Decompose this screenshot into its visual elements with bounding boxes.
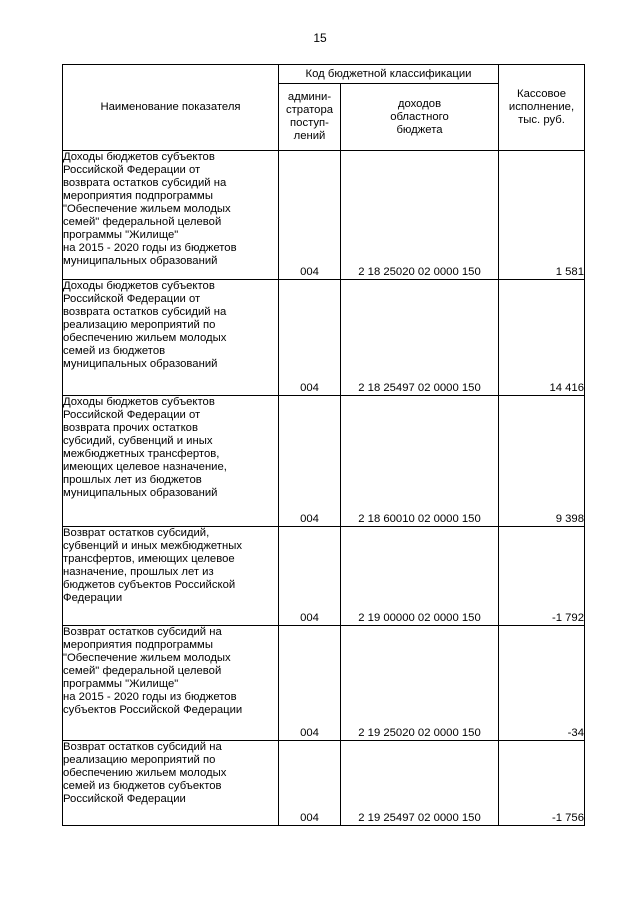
- table-row: [63, 280, 585, 396]
- header-indicator-name: Наименование показателя: [63, 65, 279, 151]
- row-indicator-name: Доходы бюджетов субъектов Российской Федерации от возврата остатков субсидий на мероприятия подпрограммы "Обеспечение жильем молодых семей" федеральной целевой программы "Жилище" на 2015 - 2020 годы из бюджетов муниципальных образований: [63, 151, 279, 280]
- header-administrator-code: админи- стратора поступ- лений: [279, 84, 341, 151]
- header-income-code: доходов областного бюджета: [341, 84, 499, 151]
- row-income-code: 2 18 25497 02 0000 150: [341, 280, 499, 396]
- row-income-code: 2 19 00000 02 0000 150: [341, 527, 499, 626]
- row-income-code: 2 18 25020 02 0000 150: [341, 151, 499, 280]
- row-indicator-name: Возврат остатков субсидий, субвенций и иных межбюджетных трансфертов, имеющих целевое назначение, прошлых лет из бюджетов субъектов Российской Федерации: [63, 527, 279, 626]
- row-indicator-name: Возврат остатков субсидий на реализацию мероприятий по обеспечению жильем молодых семей из бюджетов субъектов Российской Федерации: [63, 741, 279, 826]
- row-indicator-name: Доходы бюджетов субъектов Российской Федерации от возврата остатков субсидий на реализацию мероприятий по обеспечению жильем молодых семей из бюджетов муниципальных образований: [63, 280, 279, 396]
- row-amount: -34: [499, 626, 585, 741]
- row-income-code: 2 19 25020 02 0000 150: [341, 626, 499, 741]
- table-row: [63, 626, 585, 741]
- table-row: [63, 396, 585, 527]
- row-admin-code: 004: [279, 396, 341, 527]
- header-cash-execution: Кассовое исполнение, тыс. руб.: [499, 65, 585, 151]
- row-income-code: 2 18 60010 02 0000 150: [341, 396, 499, 527]
- row-indicator-name: Возврат остатков субсидий на мероприятия подпрограммы "Обеспечение жильем молодых семей" федеральной целевой программы "Жилище" на 2015 - 2020 годы из бюджетов субъектов Российской Федерации: [63, 626, 279, 741]
- row-indicator-name: Доходы бюджетов субъектов Российской Федерации от возврата прочих остатков субсидий, субвенций и иных межбюджетных трансфертов, имеющих целевое назначение, прошлых лет из бюджетов муниципальных образований: [63, 396, 279, 527]
- row-amount: -1 792: [499, 527, 585, 626]
- budget-classification-table: [62, 64, 585, 826]
- page-number: 15: [313, 31, 327, 45]
- row-income-code: 2 19 25497 02 0000 150: [341, 741, 499, 826]
- row-amount: 14 416: [499, 280, 585, 396]
- header-code-group: Код бюджетной классификации: [279, 65, 499, 84]
- row-amount: 9 398: [499, 396, 585, 527]
- table-row: [63, 151, 585, 280]
- table-row: [63, 741, 585, 826]
- row-admin-code: 004: [279, 151, 341, 280]
- table-row: [63, 527, 585, 626]
- row-amount: -1 756: [499, 741, 585, 826]
- row-admin-code: 004: [279, 626, 341, 741]
- row-admin-code: 004: [279, 741, 341, 826]
- row-admin-code: 004: [279, 280, 341, 396]
- row-amount: 1 581: [499, 151, 585, 280]
- row-admin-code: 004: [279, 527, 341, 626]
